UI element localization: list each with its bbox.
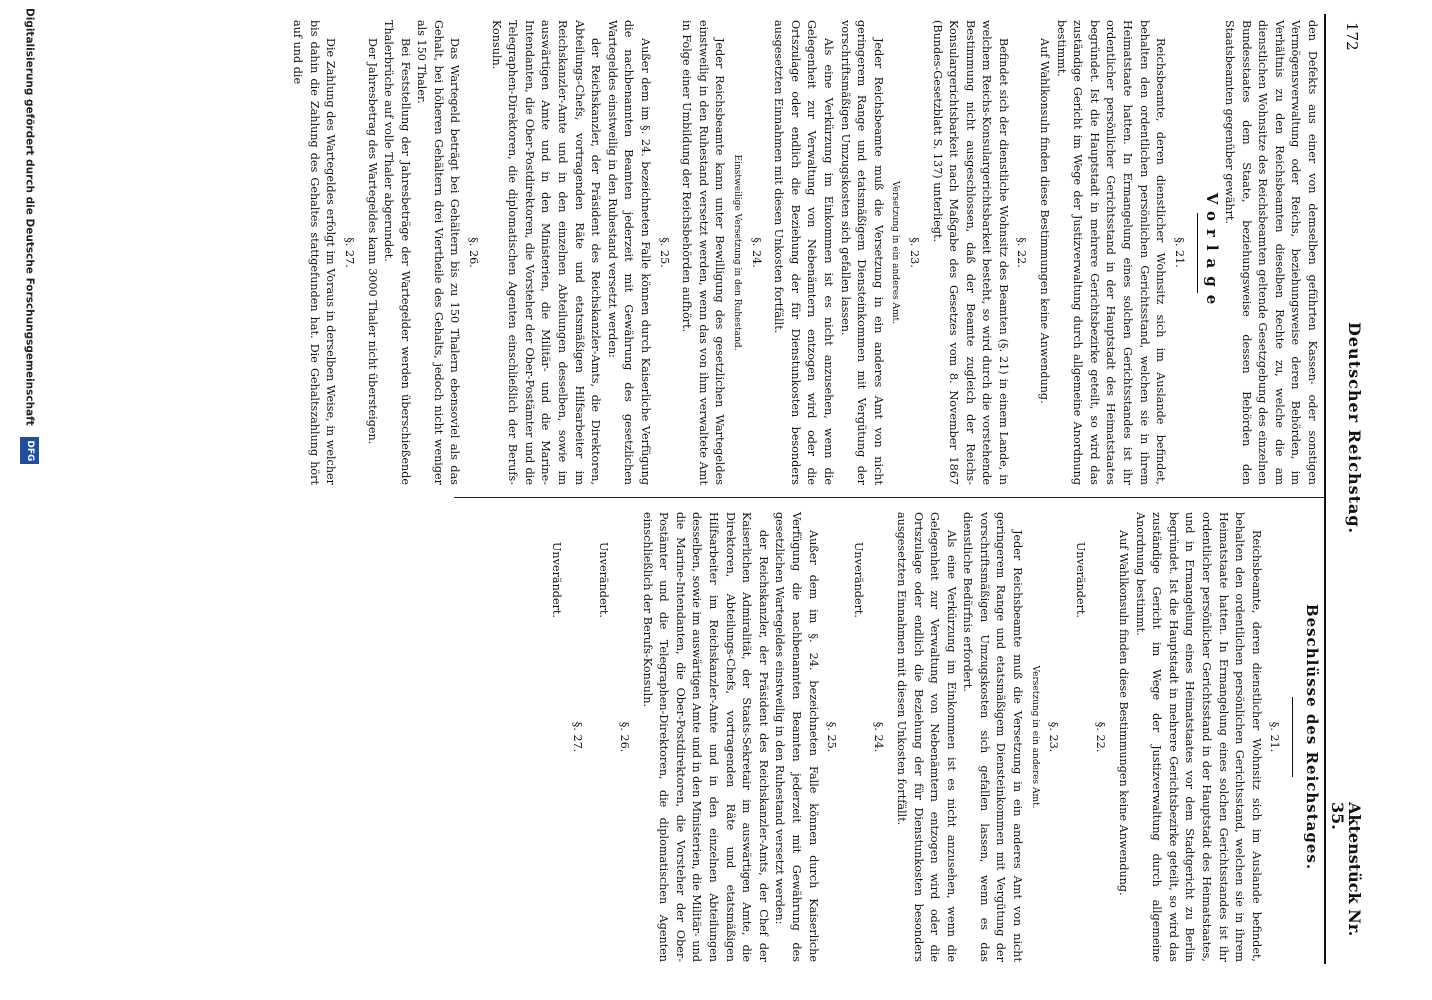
section-text: Jeder Reichsbeamte muß die Versetzung in ein anderes Amt von nicht geringerem Range und etatsmäßigem Diensteinkommen mit Vergütung der vorschriftsmäßigen Umzugskosten sich gefallen lassen, wenn es das dienstliche Bedürfnis erfordert. [961, 512, 1025, 962]
section-text: Als eine Verkürzung im Einkommen ist es nicht anzusehen, wenn die Gelegenheit zur Verwaltung von Nebenämtern entzogen wird oder die Ortszulage oder endlich die Beziehung der für Dienstunkosten besonders ausgesetzten Einnahmen mit diesen Unkosten fortfällt. [772, 20, 835, 485]
section-list: der Reichskanzler, der Präsident des Reichskanzler-Amts, der Chef der Kaiserlichen Admiralität, der Staats-Sekretair im auswärtigen Amte, die Direktoren, Abteilungs-Chefs, vortragenden Räte und etatsmäßigen Hilfsarbeiter im Reichskanzler-Amte und in den einzelnen Abteilungen desselben, sowie im auswärtigen Amte und in den Ministerien, die Militär- und die Marine-Intendanten, die Ober-Postdirektoren, die Vorsteher der Ober-Postämter und die Telegraphen-Direktoren, die diplomatischen Agenten einschließlich der Berufs-Konsuln. [640, 512, 770, 962]
section-text: Außer dem im §. 24. bezeichneten Falle können durch Kaiserliche Verfügung die nachbenannten Beamten jederzeit mit Gewährung des gesetzlichen Wartegeldes einstweilig in den Ruhestand versetzt werden: [605, 20, 653, 485]
section-text: Befindet sich der dienstliche Wohnsitz des Beamten (§. 21) in einem Lande, in welchem Reichs-Konsulargerichtsbarkeit besteht, so wird durch die vorstehende Bestimmung nicht ausgeschlossen, daß der Beamte zugleich der Reichs-Konsulargerichtsbarkeit nach Maßgabe des Gesetzes vom 8. November 1867 (Bundes-Gesetzblatt S. 137) unterliegt. [930, 20, 1010, 485]
section-text: Das Wartegeld beträgt bei Gehältern bis zu 150 Thalern ebensoviel als das Gehalt, bei höheren Gehältern drei Viertheile des Gehalts, jedoch nicht weniger als 150 Thaler. [415, 20, 462, 485]
section-heading: §. 23. [907, 237, 921, 268]
section-heading: §. 25. [825, 721, 839, 753]
unchanged-note: Unverändert. [597, 542, 611, 618]
section-list: der Reichskanzler, der Präsident des Reichskanzler-Amts, die Direktoren, Abteilungs-Chefs, vortragenden Räte und etatsmäßigen Hilfsarbeiter im Reichskanzler-Amte und in den einzelnen Abteilungen desselben, sowie im auswärtigen Amte und in den Ministerien, die Militär- und die Marine-Intendanten, die Ober-Postdirektoren, die Vorsteher der Ober-Postämter und die Telegraphen-Direktoren, die diplomatischen Agenten einschließlich der Berufs-Konsuln. [489, 20, 603, 485]
section-heading: §. 25. [657, 237, 671, 268]
section-subtitle: Versetzung in ein anderes Amt. [1029, 665, 1040, 809]
column-divider [454, 497, 1324, 498]
header-title: Deutscher Reichstag. [1345, 322, 1364, 535]
digitization-footer [20, 8, 39, 998]
right-column-beschluesse [538, 512, 1320, 962]
right-column-title: Beschlüsse des Reichstages. [1303, 603, 1321, 871]
dfg-logo: DFG [20, 437, 39, 464]
section-text: Jeder Reichsbeamte muß die Versetzung in ein anderes Amt von nicht geringerem Range und etatsmäßigem Diensteinkommen mit Vergütung der vorschriftsmäßigen Umzugskosten sich gefallen lassen. [838, 20, 885, 485]
section-heading: §. 24. [872, 721, 886, 753]
left-column-title: Vorlage [1203, 192, 1222, 313]
section-heading: §. 22. [1015, 237, 1029, 268]
section-text: Außer dem im §. 24. bezeichneten Falle können durch Kaiserliche Verfügung die nachbenannten Beamten jederzeit mit Gewährung des gesetzlichen Wartegeldes einstweilig in den Ruhestand versetzt werden: [773, 512, 820, 962]
intro-paragraph: den Defekts aus einer von demselben geführten Kassen- oder sonstigen Vermögensverwaltung oder Reichs, beziehungsweise deren Behörden, im Verhältnis zu den Reichsbeamten dieselben Rechte zu, welche die am dienstlichen Wohnsitze des Reichsbeamten geltende Gesetzgebung des einzelnen Bundesstaates dem Staate, beziehungsweise dessen Behörden den Staatsbeamten gegenüber gewährt. [1223, 20, 1319, 485]
section-text: Als eine Verkürzung im Einkommen ist es nicht anzusehen, wenn die Gelegenheit zur Verwaltung von Nebenämtern entzogen wird oder die Ortszulage oder endlich die Beziehung der für Dienstunkosten besonders ausgesetzten Einnahmen mit diesen Unkosten fortfällt. [894, 512, 958, 962]
footer-credit: Digitalisierung gefördert durch die Deutsche Forschungsgemeinschaft [23, 8, 36, 426]
section-note: Auf Wahlkonsuln finden diese Bestimmungen keine Anwendung. [1038, 38, 1052, 404]
section-heading: §. 27. [570, 721, 584, 753]
header-document-number: Aktenstück Nr. 35. [1328, 802, 1364, 937]
left-column-vorlage [289, 20, 1320, 485]
section-heading: §. 26. [618, 721, 632, 753]
section-subtitle: Versetzung in ein anderes Amt. [890, 180, 901, 325]
section-heading: §. 27. [342, 237, 356, 268]
section-text: Die Zahlung des Wartegeldes erfolgt im Voraus in derselben Weise, in welcher bis dahin die Zahlung des Gehaltes stattgefunden hat. Die Gehaltszahlung hört auf und die [291, 20, 338, 485]
section-subtitle: Einstweilige Versetzung in den Ruhestand. [732, 154, 742, 351]
title-rule [1197, 213, 1198, 293]
unchanged-note: Unverändert. [1073, 542, 1087, 618]
section-text: Reichsbeamte, deren dienstlicher Wohnsitz sich im Auslande befindet, behalten den ordentlichen persönlichen Gerichtsstand, welchen sie in ihrem Heimatstaate hatten. In Ermangelung eines solchen Gerichtsstandes ist ihr ordentlicher persönlicher Gerichtsstand in der Hauptstadt des Heimatstaates begründet. Ist die Hauptstadt in mehrere Gerichtsbezirke geteilt, so wird das zuständige Gericht im Wege der Justizverwaltung durch allgemeine Anordnung bestimmt. [1054, 20, 1168, 485]
section-text: Jeder Reichsbeamte kann unter Bewilligung des gesetzlichen Wartegeldes einstweilig in den Ruhestand versetzt werden, wenn das von ihm verwaltete Amt in Folge einer Umbildung der Reichsbehörden aufhört. [680, 20, 727, 485]
title-rule [1292, 697, 1293, 777]
section-text: Der Jahresbetrag des Wartegeldes kann 3000 Thaler nicht übersteigen. [365, 38, 379, 445]
section-heading: §. 21. [1172, 237, 1186, 268]
header-rule [1324, 14, 1326, 964]
section-heading: §. 26. [467, 237, 481, 268]
section-note: Auf Wahlkonsuln finden diese Bestimmungen keine Anwendung. [1117, 530, 1131, 896]
section-text: Reichsbeamte, deren dienstlicher Wohnsitz sich im Auslande befindet, behalten den ordentlichen persönlichen Gerichtsstand, welchen sie in ihrem Heimatstaate hatten. In Ermangelung eines solchen Gerichtsstandes ist ihr ordentlicher persönlicher Gerichtsstand in der Hauptstadt des Heimatstaates, und in Ermangelung eines Heimatstaates vor dem Stadtgericht zu Berlin begründet. Ist die Hauptstadt in mehrere Gerichtsbezirke geteilt, so wird das zuständige Gericht im Wege der Justizverwaltung durch allgemeine Anordnung bestimmt. [1133, 512, 1263, 962]
page-header [1328, 22, 1364, 952]
section-text: Bei Feststellung der Jahresbeträge der Wartegelder werden überschießende Thalerbrüche auf volle Thaler abgerundet. [382, 20, 412, 485]
page-number: 172 [1343, 22, 1361, 51]
unchanged-note: Unverändert. [550, 542, 564, 618]
section-heading: §. 22. [1094, 721, 1108, 753]
unchanged-note: Unverändert. [851, 542, 865, 618]
section-heading: §. 21. [1268, 721, 1282, 753]
section-heading: §. 24. [749, 237, 763, 268]
section-heading: §. 23. [1047, 721, 1061, 753]
